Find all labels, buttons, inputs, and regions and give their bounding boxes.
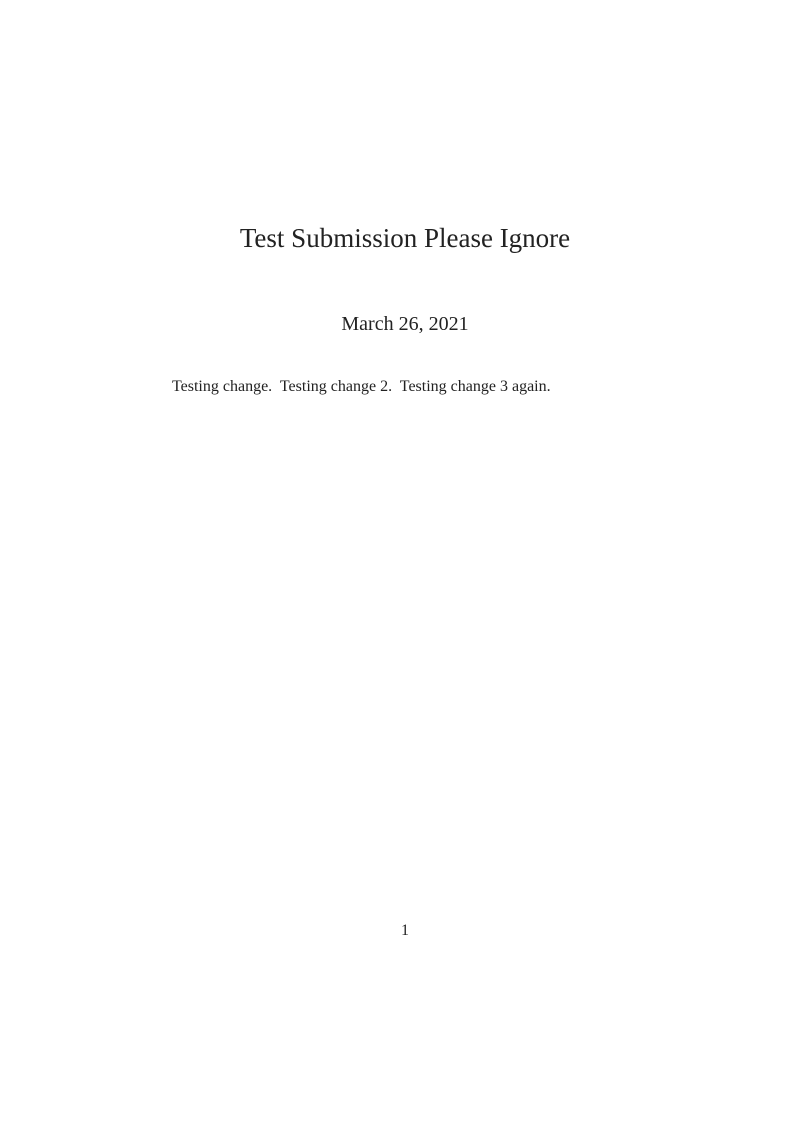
document-title: Test Submission Please Ignore bbox=[239, 223, 571, 253]
page-number: 1 bbox=[401, 922, 409, 939]
document-date: March 26, 2021 bbox=[341, 313, 469, 335]
document-text-block bbox=[150, 0, 660, 1123]
document-paragraph: Testing change. Testing change 2. Testing change 3 again. bbox=[172, 378, 551, 395]
